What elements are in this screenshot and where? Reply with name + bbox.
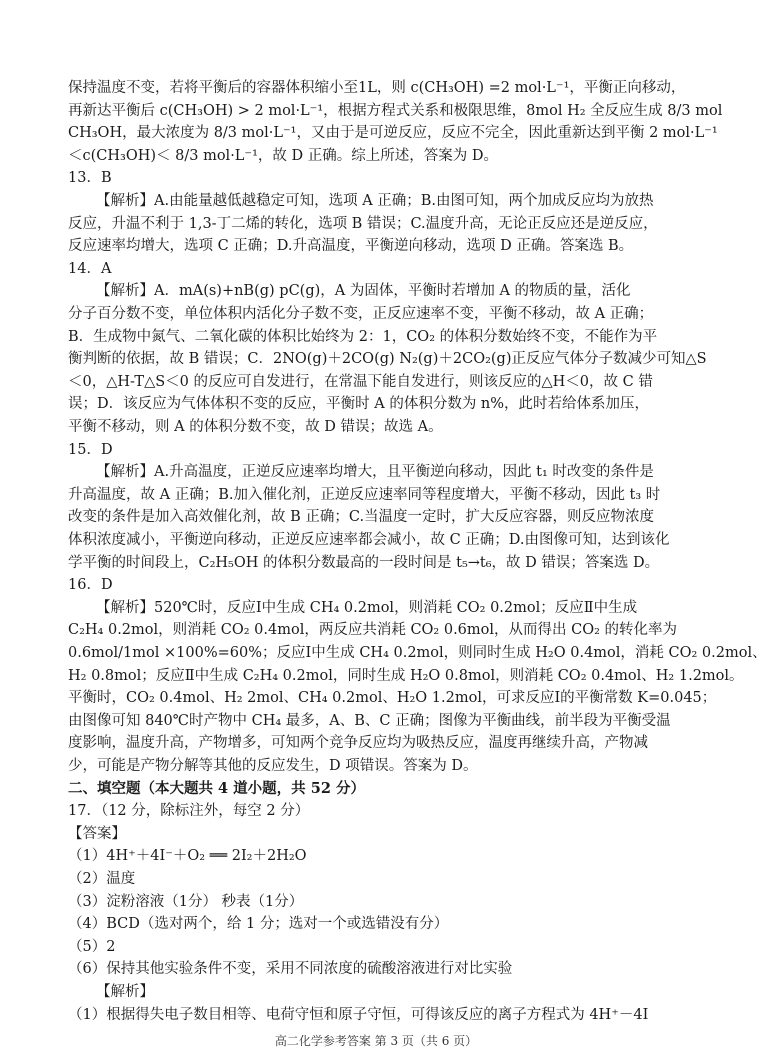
text-line: ＜c(CH₃OH)＜ 8/3 mol·L⁻¹，故 D 正确。综上所述，答案为 D。 — [68, 147, 498, 164]
text-line: 【解析】A．mA(s)+nB(g) pC(g)，A 为固体，平衡时若增加 A 的物质的量，活化 — [96, 283, 631, 300]
text-line: 15．D — [68, 441, 113, 458]
text-line: 再新达平衡后 c(CH₃OH) > 2 mol·L⁻¹，根据方程式关系和极限思维，8mol H₂ 全反应生成 8/3 mol — [68, 102, 723, 119]
text-line: 误；D．该反应为气体体积不变的反应，平衡时 A 的体积分数为 n%，此时若给体系加压， — [68, 396, 650, 413]
text-line: 平衡时，CO₂ 0.4mol、H₂ 2mol、CH₄ 0.2mol、H₂O 1.2mol，可求反应Ⅰ的平衡常数 K=0.045； — [68, 690, 717, 707]
text-line: 二、填空题（本大题共 4 道小题，共 52 分） — [68, 779, 365, 797]
text-line: 保持温度不变，若将平衡后的容器体积缩小至1L，则 c(CH₃OH) =2 mol·L⁻¹，平衡正向移动， — [68, 80, 686, 96]
text-line: B．生成物中氮气、二氧化碳的体积比始终为 2：1，CO₂ 的体积分数始终不变，不能作为平 — [68, 328, 658, 345]
text-line: 【解析】A.升高温度，正逆反应速率均增大，且平衡逆向移动，因此 t₁ 时改变的条件是 — [96, 464, 654, 481]
text-line: 【解析】 — [96, 984, 154, 1000]
text-line: 平衡不移动，则 A 的体积分数不变，故 D 错误；故选 A。 — [68, 419, 443, 435]
text-line: （3）淀粉溶液（1分） 秒表（1分） — [68, 893, 304, 910]
text-line: （2）温度 — [68, 871, 136, 887]
text-line: 13．B — [68, 170, 112, 187]
text-line: 0.6mol/1mol ×100%=60%；反应Ⅰ中生成 CH₄ 0.2mol，则同时生成 H₂O 0.4mol，消耗 CO₂ 0.2mol、 — [68, 645, 767, 661]
text-line: CH₃OH，最大浓度为 8/3 mol·L⁻¹，又由于是可逆反应，反应不完全，因此重新达到平衡 2 mol·L⁻¹ — [68, 125, 718, 142]
text-line: 反应，升温不利于 1,3-丁二烯的转化，选项 B 错误；C.温度升高，无论正反应还是逆反应， — [68, 215, 658, 232]
text-line: 升高温度，故 A 正确；B.加入催化剂，正逆反应速率同等程度增大，平衡不移动，因此 t₃ 时 — [68, 486, 661, 503]
text-line: （1）4H⁺＋4I⁻＋O₂ ══ 2I₂＋2H₂O — [68, 848, 307, 865]
page-footer: 高二化学参考答案 第 3 页（共 6 页） — [274, 1034, 478, 1048]
text-line: 14．A — [68, 260, 112, 277]
text-line: （5）2 — [68, 938, 116, 955]
text-line: 反应速率均增大，选项 C 正确；D.升高温度，平衡逆向移动，选项 D 正确。答案选 B。 — [68, 238, 634, 255]
text-line: ＜0，△H-T△S＜0 的反应可自发进行，在常温下能自发进行，则该反应的△H＜0，故 C 错 — [68, 373, 653, 390]
text-line: 分子百分数不变，单位体积内活化分子数不变，正反应速率不变，平衡不移动，故 A 正确； — [68, 306, 654, 322]
text-line: 少，可能是产物分解等其他的反应发生，D 项错误。答案为 D。 — [68, 758, 478, 774]
text-line: 改变的条件是加入高效催化剂，故 B 正确；C.当温度一定时，扩大反应容器，则反应物浓度 — [68, 509, 655, 526]
text-line: 【解析】A.由能量越低越稳定可知，选项 A 正确；B.由图可知，两个加成反应均为放热 — [96, 193, 654, 209]
text-line: C₂H₄ 0.2mol，则消耗 CO₂ 0.4mol，两反应共消耗 CO₂ 0.6mol，从而得出 CO₂ 的转化率为 — [68, 622, 678, 639]
text-line: （1）根据得失电子数目相等、电荷守恒和原子守恒，可得该反应的离子方程式为 4H⁺－4I — [68, 1006, 649, 1023]
text-line: 学平衡的时间段上，C₂H₅OH 的体积分数最高的一段时间是 t₅→t₆，故 D 错误；答案选 D。 — [68, 554, 660, 571]
text-line: H₂ 0.8mol；反应Ⅱ中生成 C₂H₄ 0.2mol，同时生成 H₂O 0.8mol，则消耗 CO₂ 0.4mol、H₂ 1.2mol。 — [68, 667, 744, 684]
text-line: （4）BCD（选对两个，给 1 分；选对一个或选错没有分） — [68, 916, 449, 933]
text-line: （6）保持其他实验条件不变，采用不同浓度的硫酸溶液进行对比实验 — [68, 961, 513, 978]
text-line: 由图像可知 840℃时产物中 CH₄ 最多，A、B、C 正确；图像为平衡曲线，前半段为平衡受温 — [68, 712, 671, 729]
text-line: 16．D — [68, 577, 113, 594]
text-line: 度影响，温度升高，产物增多，可知两个竞争反应均为吸热反应，温度再继续升高，产物减 — [68, 735, 648, 752]
text-line: 【解析】520℃时，反应Ⅰ中生成 CH₄ 0.2mol，则消耗 CO₂ 0.2mol；反应Ⅱ中生成 — [96, 599, 638, 616]
text-line: 【答案】 — [68, 825, 126, 842]
text-line: 体积浓度减小，平衡逆向移动，正逆反应速率都会减小，故 C 正确；D.由图像可知，达到该化 — [68, 532, 670, 548]
text-line: 衡判断的依据，故 B 错误；C．2NO(g)＋2CO(g) N₂(g)＋2CO₂(g)正反应气体分子数减少可知△S — [68, 351, 707, 368]
text-line: 17．（12 分，除标注外，每空 2 分） — [68, 803, 310, 820]
